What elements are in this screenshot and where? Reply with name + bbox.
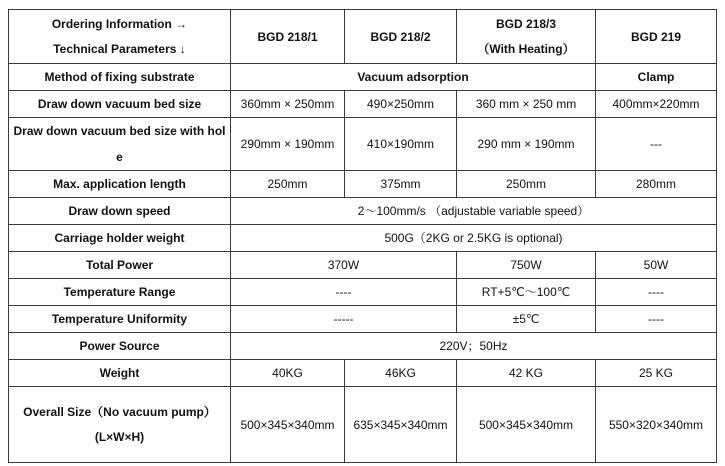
row-label-power: Total Power	[9, 252, 231, 279]
power-source-value-merged: 220V；50Hz	[231, 333, 717, 360]
table-row	[9, 64, 717, 91]
table-row	[9, 118, 717, 171]
model-header-bgd-219: BGD 219	[596, 10, 717, 64]
table-cell: 25 KG	[596, 360, 717, 387]
row-label-bed-hole: Draw down vacuum bed size with hole	[9, 118, 231, 171]
overall-size-dims-label: (L×W×H)	[94, 429, 145, 444]
table-cell: ----	[231, 279, 457, 306]
row-label-speed: Draw down speed	[9, 198, 231, 225]
table-cell: 750W	[457, 252, 596, 279]
table-cell: 370W	[231, 252, 457, 279]
table-row	[9, 252, 717, 279]
model-header-bgd-218-2: BGD 218/2	[345, 10, 457, 64]
header-row	[9, 10, 717, 64]
table-cell: 250mm	[231, 171, 345, 198]
row-label-fixing: Method of fixing substrate	[9, 64, 231, 91]
table-cell: ±5℃	[457, 306, 596, 333]
table-cell: ---	[596, 118, 717, 171]
table-cell: 46KG	[345, 360, 457, 387]
table-row	[9, 279, 717, 306]
table-cell: 375mm	[345, 171, 457, 198]
table-cell: 360 mm × 250 mm	[457, 91, 596, 118]
table-cell: 280mm	[596, 171, 717, 198]
ordering-information-label: Ordering Information →	[51, 16, 188, 31]
table-cell: 500×345×340mm	[457, 387, 596, 463]
table-cell: 360mm × 250mm	[231, 91, 345, 118]
row-label-temp-uniformity: Temperature Uniformity	[9, 306, 231, 333]
fixing-value-merged: Vacuum adsorption	[231, 64, 596, 91]
table-cell: -----	[231, 306, 457, 333]
table-row	[9, 225, 717, 252]
model-name: BGD 218/3	[495, 16, 557, 31]
row-label-carriage: Carriage holder weight	[9, 225, 231, 252]
header-corner-cell	[9, 10, 231, 64]
table-cell: RT+5℃～100℃	[457, 279, 596, 306]
table-cell: ----	[596, 306, 717, 333]
overall-size-label: Overall Size（No vacuum pump）	[23, 404, 216, 419]
table-row	[9, 387, 717, 463]
table-cell: 490×250mm	[345, 91, 457, 118]
table-cell: 40KG	[231, 360, 345, 387]
table-cell: 410×190mm	[345, 118, 457, 171]
table-row	[9, 171, 717, 198]
table-row	[9, 198, 717, 225]
row-label-weight: Weight	[9, 360, 231, 387]
model-header-bgd-218-1: BGD 218/1	[231, 10, 345, 64]
row-label-temp-range: Temperature Range	[9, 279, 231, 306]
fixing-value-bgd-219: Clamp	[596, 64, 717, 91]
table-cell: ----	[596, 279, 717, 306]
table-cell: 50W	[596, 252, 717, 279]
table-cell: 42 KG	[457, 360, 596, 387]
table-cell: 550×320×340mm	[596, 387, 717, 463]
table-row	[9, 306, 717, 333]
table-row	[9, 360, 717, 387]
model-header-bgd-218-3	[457, 10, 596, 64]
row-label-power-source: Power Source	[9, 333, 231, 360]
table-row	[9, 333, 717, 360]
table-cell: 250mm	[457, 171, 596, 198]
table-cell: 635×345×340mm	[345, 387, 457, 463]
row-label-bed-size: Draw down vacuum bed size	[9, 91, 231, 118]
technical-parameters-label: Technical Parameters ↓	[53, 41, 186, 56]
row-label-app-length: Max. application length	[9, 171, 231, 198]
table-cell: 500×345×340mm	[231, 387, 345, 463]
table-row	[9, 91, 717, 118]
table-cell: 290 mm × 190mm	[457, 118, 596, 171]
table-cell: 400mm×220mm	[596, 91, 717, 118]
speed-value-merged: 2～100mm/s （adjustable variable speed）	[231, 198, 717, 225]
technical-parameters-table	[8, 9, 717, 463]
model-note: （With Heating）	[477, 41, 575, 56]
row-label-overall-size	[9, 387, 231, 463]
carriage-value-merged: 500G（2KG or 2.5KG is optional)	[231, 225, 717, 252]
table-cell: 290mm × 190mm	[231, 118, 345, 171]
